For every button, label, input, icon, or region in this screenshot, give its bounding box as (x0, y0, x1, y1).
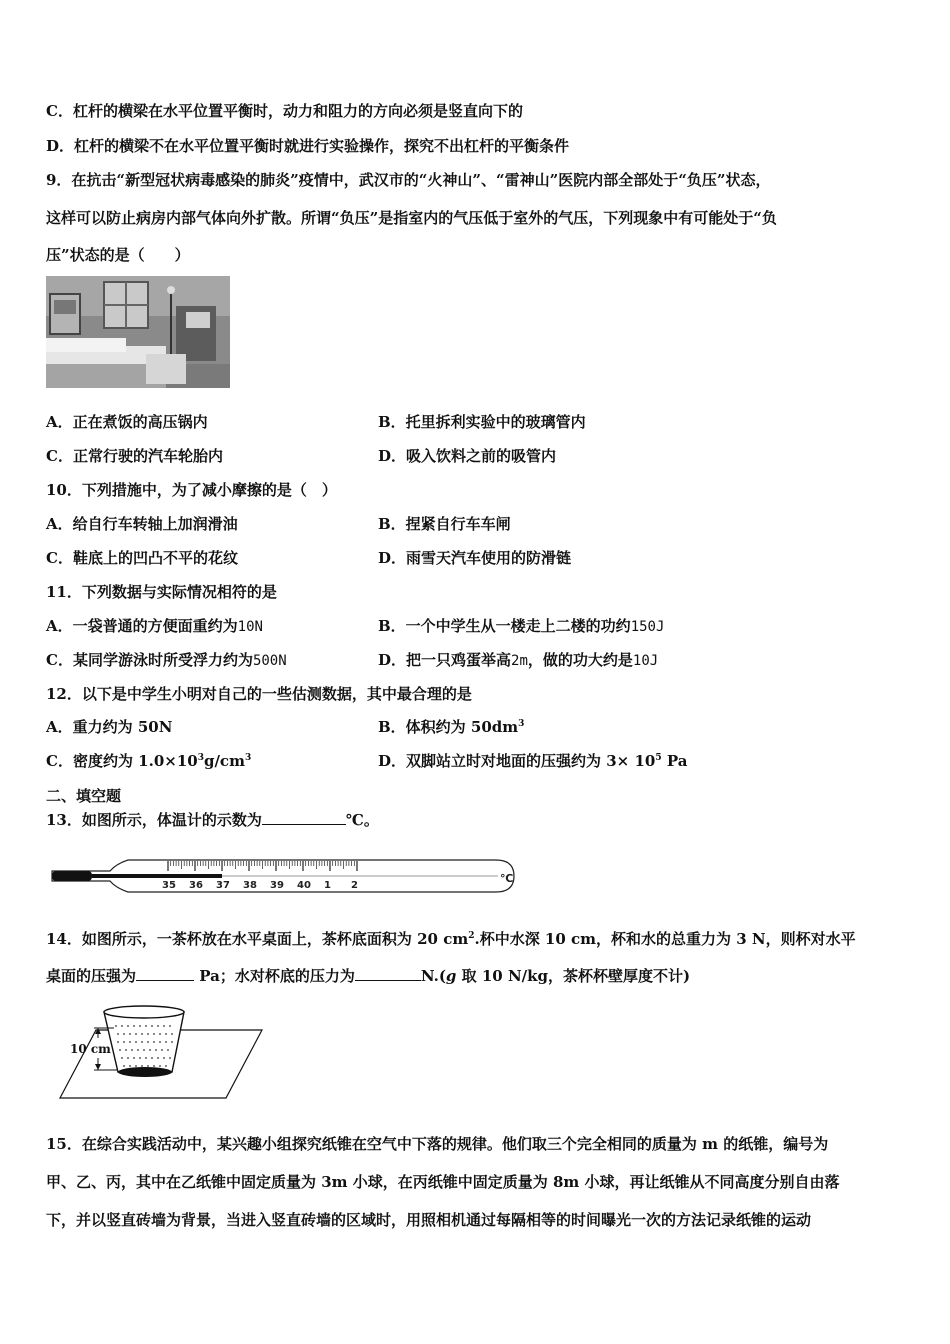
scale-label: 40 (297, 880, 311, 891)
scale-label: 1 (324, 880, 331, 891)
q9-option-b: B．托里拆利实验中的玻璃管内 (378, 413, 586, 431)
celsius-symbol: ℃ (500, 872, 514, 885)
q11-option-c: C．某同学游泳时所受浮力约为500N (46, 651, 287, 669)
q11-stem: 11．下列数据与实际情况相符的是 (46, 583, 277, 601)
q10-stem: 10．下列措施中，为了减小摩擦的是（ ） (46, 481, 337, 499)
q15-line1: 15．在综合实践活动中，某兴趣小组探究纸锥在空气中下落的规律。他们取三个完全相同的质量为 m 的纸锥，编号为 (46, 1135, 829, 1153)
q10-option-a: A．给自行车转轴上加润滑油 (46, 515, 238, 533)
thermometer (48, 856, 518, 896)
answer-blank[interactable] (262, 810, 346, 825)
q14-line1: 14．如图所示，一茶杯放在水平桌面上，茶杯底面积为 20 $cm^2$.杯中水深 10 cm，杯和水的总重力为 3 N，则杯对水平 (46, 930, 856, 948)
q13-stem: 13．如图所示，体温计的示数为 ℃。 (46, 811, 379, 829)
scale-label: 36 (189, 880, 203, 891)
q12-option-d: D．双脚站立时对地面的压强约为 $3\times 10^5$ Pa (378, 752, 688, 770)
q8-option-d: D．杠杆的横梁不在水平位置平衡时就进行实验操作，探究不出杠杆的平衡条件 (46, 137, 570, 155)
scale-label: 35 (162, 880, 176, 891)
scale-label: 2 (351, 880, 358, 891)
answer-blank-force[interactable] (355, 966, 421, 981)
q9-stem-line1: 9．在抗击“新型冠状病毒感染的肺炎”疫情中，武汉市的“火神山”、“雷神山”医院内部全部处于“负压”状态， (46, 171, 771, 189)
q14-line2: 桌面的压强为 Pa；水对杯底的压力为 N.(g 取 10 N/kg，茶杯杯壁厚度不计) (46, 967, 691, 985)
q10-option-d: D．雨雪天汽车使用的防滑链 (378, 549, 572, 567)
q9-stem-line3: 压”状态的是（ ） (46, 246, 190, 264)
hospital-ward-illustration (46, 276, 230, 388)
q12-option-a: A．重力约为 50N (46, 718, 173, 736)
q11-option-a: A．一袋普通的方便面重约为10N (46, 617, 263, 635)
q11-option-b: B．一个中学生从一楼走上二楼的功约150J (378, 617, 665, 635)
thermometer-bulb (52, 871, 92, 881)
cup-base (118, 1067, 172, 1077)
q9-option-a: A．正在煮饭的高压锅内 (46, 413, 208, 431)
q12-option-c: C．密度约为 $1.0\times 10^3g/cm^3$ (46, 752, 252, 770)
section-heading: 二、填空题 (46, 787, 122, 805)
scale-label: 37 (216, 880, 230, 891)
depth-label: 10 cm (70, 1042, 111, 1056)
q9-option-d: D．吸入饮料之前的吸管内 (378, 447, 557, 465)
q10-option-c: C．鞋底上的凹凸不平的花纹 (46, 549, 238, 567)
hospital-ward-photo (46, 276, 230, 388)
q11-option-d: D．把一只鸡蛋举高2m，做的功大约是10J (378, 651, 659, 669)
q9-option-c: C．正常行驶的汽车轮胎内 (46, 447, 223, 465)
q9-stem-line2: 这样可以防止病房内部气体向外扩散。所谓“负压”是指室内的气压低于室外的气压，下列现象中有可能处于“负 (46, 209, 777, 227)
q12-stem: 12．以下是中学生小明对自己的一些估测数据，其中最合理的是 (46, 685, 472, 703)
q8-option-c: C．杠杆的横梁在水平位置平衡时，动力和阻力的方向必须是竖直向下的 (46, 102, 523, 120)
q10-option-b: B．捏紧自行车车闸 (378, 515, 511, 533)
q15-line3: 下，并以竖直砖墙为背景，当进入竖直砖墙的区域时，用照相机通过每隔相等的时间曝光一次的方法记录纸锥的运动 (46, 1211, 812, 1229)
cup-rim (104, 1006, 184, 1018)
teacup-diagram (56, 1000, 266, 1100)
q15-line2: 甲、乙、丙，其中在乙纸锥中固定质量为 3m 小球，在丙纸锥中固定质量为 8m 小球，再让纸锥从不同高度分别自由落 (46, 1173, 840, 1191)
answer-blank-pressure[interactable] (136, 966, 194, 981)
teacup-figure (56, 1000, 266, 1100)
q12-option-b: B．体积约为 $50dm^3$ (378, 718, 525, 736)
scale-label: 38 (243, 880, 257, 891)
mercury-column (92, 874, 222, 878)
thermometer-figure (48, 856, 518, 896)
scale-label: 39 (270, 880, 284, 891)
